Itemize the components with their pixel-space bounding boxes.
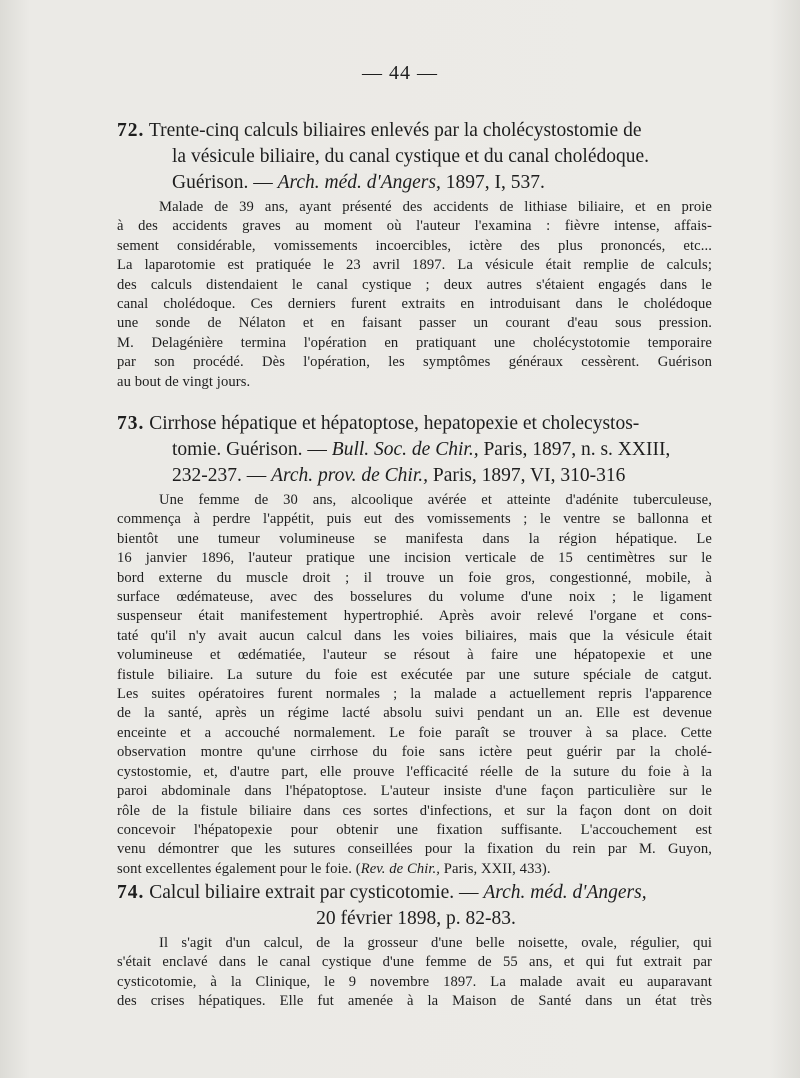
- abstract-line: paroi abdominale dans l'hépatoptose. L'auteur insiste d'une façon particulière sur le: [117, 783, 712, 800]
- abstract-line: des crises hépatiques. Elle fut amenée à la Maison de Santé dans un état très: [117, 993, 712, 1010]
- abstract-line: M. Delagénière termina l'opération en pratiquant une cholécystotomie temporaire: [117, 334, 712, 351]
- abstract-line: enceinte et a accouché normalement. Le foie paraît se trouver à sa place. Cette: [117, 724, 712, 741]
- entry-73-title-line-3: 232-237. —: [172, 465, 267, 486]
- abstract-line: Malade de 39 ans, ayant présenté des accidents de lithiase biliaire, et en proie: [159, 199, 712, 215]
- abstract-line: fistule biliaire. La suture du foie est exécutée par une suture spéciale de catgut.: [117, 666, 712, 683]
- abstract-line: La laparotomie est pratiquée le 23 avril 1897. La vésicule était remplie de calculs;: [117, 257, 712, 274]
- entry-73-citation-ref: Paris, 1897, n. s. XXIII,: [483, 439, 671, 460]
- abstract-line: Les suites opératoires furent normales ; la malade a actuellement repris l'apparence: [117, 686, 712, 703]
- abstract-line: s'était enclavé dans le canal cystique d'une femme de 55 ans, et qui fut extrait par: [117, 954, 712, 971]
- entry-74-abstract: [117, 934, 712, 1012]
- abstract-line: par son procédé. Dès l'opération, les symptômes généraux cessèrent. Guérison: [117, 354, 712, 371]
- abstract-line: volumineuse et œdématiée, l'auteur se résout à faire une hépatopexie et une: [117, 647, 712, 664]
- abstract-citation-journal: Rev. de Chir.,: [360, 860, 441, 877]
- entry-73-citation-ref-2: Paris, 1897, VI, 310-316: [432, 465, 626, 486]
- entry-73-title-line-1: Cirrhose hépatique et hépatoptose, hepatopexie et cholecystos-: [149, 413, 640, 434]
- abstract-line: observation montre qu'une cirrhose du foie sans ictère peut guérir par la cholé-: [117, 744, 712, 761]
- entry-72-title: [117, 118, 715, 196]
- entry-74-title-line-2: 20 février 1898, p. 82-83.: [316, 908, 516, 929]
- entry-72-abstract: [117, 198, 712, 392]
- entry-72-citation-ref: 1897, I, 537.: [445, 172, 545, 193]
- abstract-line: Une femme de 30 ans, alcoolique avérée et atteinte d'adénite tuberculeuse,: [159, 492, 712, 508]
- entry-72-number: 72.: [117, 120, 145, 141]
- abstract-line: de la santé, après un régime lacté absolu suivi pendant un an. Elle est devenue: [117, 705, 712, 722]
- abstract-citation-ref: Paris, XXII, 433).: [443, 860, 551, 877]
- entry-72-citation-journal: Arch. méd. d'Angers,: [277, 172, 441, 193]
- entry-72-title-line-1: Trente-cinq calculs biliaires enlevés par la cholécystostomie de: [148, 120, 642, 141]
- entry-73-citation-journal-2: Arch. prov. de Chir.,: [271, 465, 429, 486]
- abstract-line: taté qu'il n'y avait aucun calcul dans les voies biliaires, mais que la vésicule était: [117, 627, 712, 644]
- abstract-line: Il s'agit d'un calcul, de la grosseur d'une belle noisette, ovale, régulier, qui: [159, 935, 712, 951]
- abstract-line: au bout de vingt jours.: [117, 373, 251, 390]
- entry-72-title-line-2: la vésicule biliaire, du canal cystique et du canal cholédoque.: [172, 146, 650, 167]
- abstract-line: 16 janvier 1896, l'auteur pratique une incision verticale de 15 centimètres sur le: [117, 550, 712, 567]
- abstract-line: surface œdémateuse, avec des bosselures du volume d'une noix ; le ligament: [117, 589, 712, 606]
- entry-73-title: [117, 411, 715, 489]
- abstract-line: à des accidents graves au moment où l'auteur l'examina : fièvre intense, affais-: [117, 218, 712, 235]
- page-number: — 44 —: [362, 62, 438, 84]
- abstract-line: des calculs distendaient le canal cystique ; deux autres s'étaient engagés dans le: [117, 276, 712, 293]
- entry-74-title-line-1: Calcul biliaire extrait par cysticotomie. —: [149, 882, 479, 903]
- abstract-line: canal cholédoque. Ces derniers furent extraits en introduisant dans le cholédoque: [117, 296, 712, 313]
- abstract-line: sement considérable, vomissements incoercibles, ictère des plus prononcés, etc...: [117, 237, 712, 254]
- entry-74-citation-journal: Arch. méd. d'Angers,: [483, 882, 647, 903]
- abstract-line: rôle de la fistule biliaire dans ces sortes d'infections, et sur la façon dont on doit: [117, 802, 712, 819]
- abstract-line: cysticotomie, à la Clinique, le 9 novembre 1897. La malade avait eu auparavant: [117, 973, 712, 990]
- abstract-line: concevoir l'hépatopexie pour obtenir une fixation suffisante. L'accouchement est: [117, 821, 712, 838]
- entry-74-title: [117, 880, 715, 932]
- entry-72-title-tail: Guérison. —: [172, 172, 273, 193]
- abstract-line: bientôt une tumeur volumineuse se manifesta dans la région hépatique. Le: [117, 530, 712, 547]
- entry-73-abstract: [117, 491, 712, 879]
- abstract-line: suspenseur était manifestement hypertrophié. Après avoir relevé l'organe et cons-: [117, 608, 712, 625]
- abstract-line: commença à perdre l'appétit, puis eut des vomissements ; le ventre se ballonna et: [117, 511, 712, 528]
- abstract-line: venu démontrer que les sutures conseillées pour la fixation du rein par M. Guyon,: [117, 841, 712, 858]
- abstract-line: cystostomie, et, d'autre part, elle prouve l'efficacité réelle de la suture du foie à la: [117, 763, 712, 780]
- entry-73-number: 73.: [117, 413, 145, 434]
- abstract-line: bord externe du muscle droit ; il trouve un foie gros, congestionné, mobile, à: [117, 569, 712, 586]
- entry-73-citation-journal: Bull. Soc. de Chir.,: [331, 439, 479, 460]
- entry-73-title-line-2: tomie. Guérison. —: [172, 439, 327, 460]
- abstract-line: une sonde de Nélaton et en faisant passer un courant d'eau sous pression.: [117, 315, 712, 332]
- entry-74-number: 74.: [117, 882, 145, 903]
- abstract-line: sont excellentes également pour le foie. (: [117, 860, 361, 877]
